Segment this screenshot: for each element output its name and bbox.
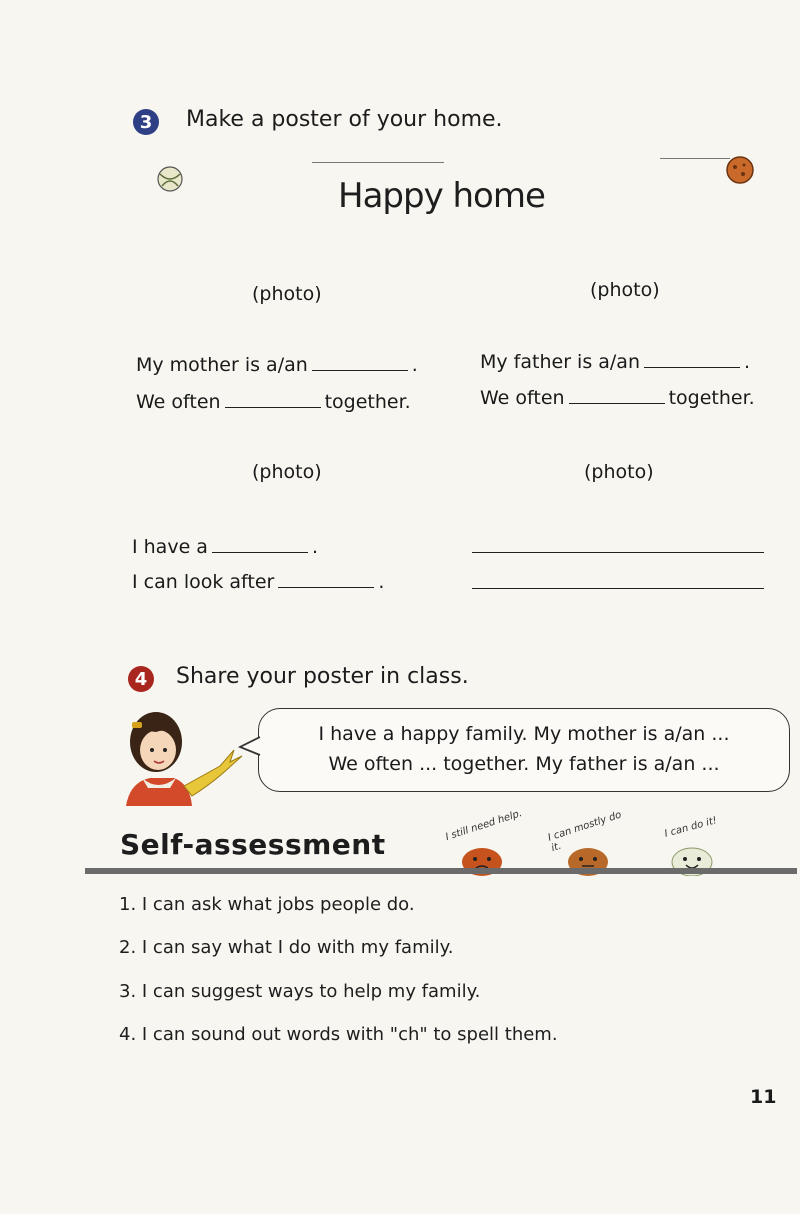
section-3-number: 3	[133, 109, 159, 135]
speech-bubble	[258, 708, 790, 792]
father-sentence-end: .	[744, 351, 751, 373]
father-sentence-label: My father is a/an	[480, 351, 640, 373]
assessment-item-2: 2. I can say what I do with my family.	[119, 937, 454, 958]
assessment-item-4: 4. I can sound out words with "ch" to spell them.	[119, 1024, 558, 1045]
rating-label-2: I can mostly do it.	[546, 809, 623, 855]
mother-activity-label: We often	[136, 391, 221, 413]
pet-sentence	[132, 536, 318, 558]
cookie-icon	[722, 150, 758, 188]
photo-placeholder-4: (photo)	[584, 461, 654, 483]
title-divider-right	[660, 158, 730, 159]
pet-sentence-label: I have a	[132, 536, 208, 558]
look-after-label: I can look after	[132, 571, 275, 593]
section-4-instruction: Share your poster in class.	[176, 664, 469, 689]
father-activity-sentence	[480, 387, 755, 409]
mother-activity-sentence	[136, 391, 411, 413]
photo-placeholder-2: (photo)	[590, 279, 660, 301]
mother-job-blank[interactable]	[312, 354, 408, 371]
father-activity-label: We often	[480, 387, 565, 409]
pet-blank[interactable]	[212, 536, 308, 553]
mother-activity-end: together.	[324, 391, 411, 413]
assessment-item-3: 3. I can suggest ways to help my family.	[119, 981, 481, 1002]
father-sentence	[480, 351, 750, 373]
mother-sentence-label: My mother is a/an	[136, 354, 308, 376]
speech-bubble-tail	[238, 735, 262, 757]
girl-illustration	[118, 706, 248, 808]
pet-sentence-end: .	[311, 536, 318, 558]
look-after-end: .	[378, 571, 385, 593]
photo-placeholder-1: (photo)	[252, 283, 322, 305]
father-activity-blank[interactable]	[569, 387, 665, 404]
speech-line-1: I have a happy family. My mother is a/an ...	[318, 723, 730, 745]
free-write-line-1[interactable]	[472, 552, 764, 553]
ball-icon	[150, 162, 190, 196]
page-number: 11	[750, 1086, 777, 1108]
father-activity-end: together.	[668, 387, 755, 409]
assessment-item-1: 1. I can ask what jobs people do.	[119, 894, 415, 915]
look-after-sentence	[132, 571, 384, 593]
rating-label-3: I can do it!	[663, 815, 719, 840]
mother-activity-blank[interactable]	[225, 391, 321, 408]
photo-placeholder-3: (photo)	[252, 461, 322, 483]
speech-line-2: We often ... together. My father is a/an ...	[328, 753, 720, 775]
look-after-blank[interactable]	[278, 571, 374, 588]
section-4-number: 4	[128, 666, 154, 692]
self-assessment-bar	[85, 868, 797, 874]
rating-label-1: I still need help.	[444, 807, 524, 844]
section-3-instruction: Make a poster of your home.	[186, 107, 503, 132]
mother-sentence	[136, 354, 418, 376]
free-write-line-2[interactable]	[472, 588, 764, 589]
father-job-blank[interactable]	[644, 351, 740, 368]
self-assessment-title: Self-assessment	[120, 828, 386, 861]
poster-title: Happy home	[338, 176, 545, 216]
title-divider-left	[312, 162, 444, 163]
mother-sentence-end: .	[411, 354, 418, 376]
